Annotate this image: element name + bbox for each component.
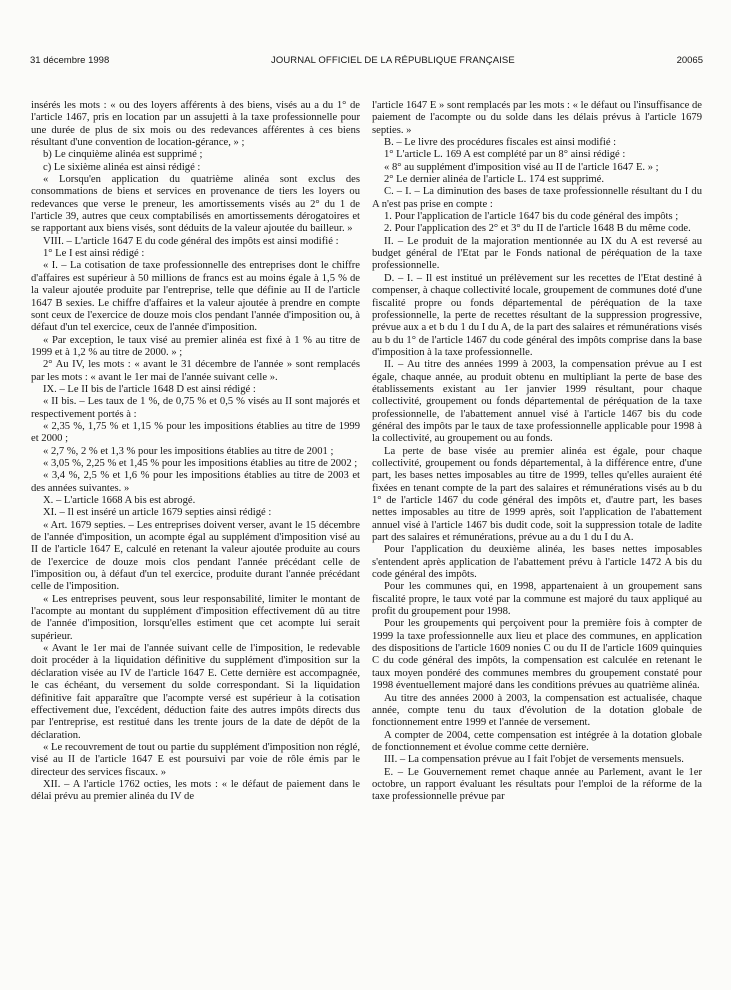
paragraph: 2° Le dernier alinéa de l'article L. 174 est supprimé. [384,174,604,186]
paragraph: Pour les communes qui, en 1998, appartenaient à un groupement sans fiscalité propre, le taux voté par la commune est majoré du taux appliqué au profit du groupement pour 1998. [372,581,702,618]
page-header [30,53,703,67]
paragraph: C. – I. – La diminution des bases de taxe professionnelle résultant du I du A n'est pas prise en compte : [372,186,702,210]
paragraph: Pour les groupements qui perçoivent pour la première fois à compter de 1999 la taxe professionnelle aux lieu et place des communes, en application des dispositions de l'article 1609 nonies C ou du II de l'article 1609 quinquies C du code général des impôts, la compensation est calculée en retenant le taux moyen pondéré des communes membres du groupement constaté pour 1998 éventuellement majoré dans les conditions prévues au quatrième alinéa. [372,618,702,692]
paragraph: « Par exception, le taux visé au premier alinéa est fixé à 1 % au titre de 1999 et à 1,2 % au titre de 2000. » ; [31,334,360,358]
paragraph: « Les entreprises peuvent, sous leur responsabilité, limiter le montant de l'acompte au montant du supplément d'imposition effectivement dû au titre de l'année d'imposition, lorsqu'elles estiment que cet acompte lui serait supérieur. [31,593,360,642]
paragraph: insérés les mots : « ou des loyers afférents à des biens, visés au a du 1° de l'article 1467, pris en location par un assujetti à la taxe professionnelle pour une durée de plus de six mois ou des redevances afférentes à ces biens résultant d'une convention de location-gérance, » ; [31,100,360,149]
paragraph: « Lorsqu'en application du quatrième alinéa sont exclus des consommations de biens et services en provenance de tiers les loyers ou redevances que verse le preneur, les amortissements visés au 2° du 1 de l'article 39, autres que ceux comptabilisés en amortissements dérogatoires et se rapportant aux biens visés, sont déduits de la valeur ajoutée du bailleur. » [31,174,360,235]
paragraph: « 2,35 %, 1,75 % et 1,15 % pour les impositions établies au titre de 1999 et 2000 ; [31,420,360,445]
paragraph: XI. – Il est inséré un article 1679 septies ainsi rédigé : [43,507,272,519]
paragraph: « Art. 1679 septies. – Les entreprises doivent verser, avant le 15 décembre de l'année d'imposition, un acompte égal au supplément d'imposition visé au II de l'article 1647 E, calculé en retenant la valeur ajoutée produite au cours de l'exercice de douze mois clos pendant l'année précédant celle de l'imposition ou, à défaut d'un tel exercice, produite durant l'année précédant celle de l'imposition. [31,519,360,593]
paragraph: B. – Le livre des procédures fiscales est ainsi modifié : [384,137,617,149]
paragraph: « 8° au supplément d'imposition visé au II de l'article 1647 E. » ; [384,161,659,173]
paragraph: 2° Au IV, les mots : « avant le 31 décembre de l'année » sont remplacés par les mots : « avant le 1er mai de l'année suivant celle ». [31,359,360,383]
header-journal-title: JOURNAL OFFICIEL DE LA RÉPUBLIQUE FRANÇAISE [271,54,515,66]
paragraph: III. – La compensation prévue au I fait l'objet de versements mensuels. [384,754,684,766]
paragraph: « 2,7 %, 2 % et 1,3 % pour les impositions établies au titre de 2001 ; [43,445,334,457]
paragraph: « I. – La cotisation de taxe professionnelle des entreprises dont le chiffre d'affaires est supérieur à 50 millions de francs est au moins égale à 1,5 % de la valeur ajoutée produite par l'entreprise, telle que définie au II de l'article 1647 B sexies. Le chiffre d'affaires et la valeur ajoutée à prendre en compte sont ceux de l'exercice de douze mois clos pendant l'année d'imposition ou, à défaut d'un tel exercice, ceux de l'année d'imposition. [31,260,360,334]
paragraph: IX. – Le II bis de l'article 1648 D est ainsi rédigé : [43,383,256,395]
paragraph: « Avant le 1er mai de l'année suivant celle de l'imposition, le redevable doit procéder à la liquidation définitive du supplément d'imposition sur la déclaration visée au IV de l'article 1647 E. Cette dernière est accompagnée, le cas échéant, du versement du solde correspondant. Si la liquidation définitive fait apparaître que l'acompte versé est supérieur à la cotisation effectivement due, l'excédent, déduction faite des autres impôts directs dus par l'entreprise, est restitué dans les trente jours de la date de dépôt de la déclaration. [31,643,360,741]
paragraph: c) Le sixième alinéa est ainsi rédigé : [43,161,201,173]
paragraph: b) Le cinquième alinéa est supprimé ; [43,149,203,161]
paragraph: La perte de base visée au premier alinéa est égale, pour chaque collectivité, groupement ou fonds départemental, à la différence entre, d'une part, les bases nettes imposables au titre de 1999, telles qu'elles auraient été fixées en tenant compte de la part des salaires et rémunérations visés au b du 1° de l'article 1467 du code général des impôts et, d'autre part, les bases nettes imposables au titre de 1999 après, soit l'application de l'abattement annuel visé à l'article 1467 bis dudit code, soit la suppression totale de ladite part des salaires et rémunérations, prévue au a du 1 du I du A. [372,445,702,544]
paragraph: 1° Le I est ainsi rédigé : [43,248,145,260]
right-column [372,100,702,982]
paragraph: l'article 1647 E » sont remplacés par les mots : « le défaut ou l'insuffisance de paiement de l'acompte ou du solde dans les délais prévus à l'article 1679 septies. » [372,100,702,136]
paragraph: X. – L'article 1668 A bis est abrogé. [43,495,196,506]
paragraph: 1° L'article L. 169 A est complété par un 8° ainsi rédigé : [384,149,626,161]
header-date: 31 décembre 1998 [30,54,110,66]
paragraph: 2. Pour l'application des 2° et 3° du II de l'article 1648 B du même code. [384,223,691,235]
paragraph: E. – Le Gouvernement remet chaque année au Parlement, avant le 1er octobre, un rapport évaluant les résultats pour l'emploi de la réforme de la taxe professionnelle prévue par [372,766,702,803]
paragraph: II. – Au titre des années 1999 à 2003, la compensation prévue au I est égale, chaque année, au produit obtenu en multipliant la perte de base des établissements existant au 1er janvier 1999 résultant, pour chaque collectivité, groupement ou fonds départemental de péréquation de la taxe professionnelle, de l'abattement annuel visé à l'article 1467 bis du code général des impôts par le taux de taxe professionnelle applicable pour 1998 à la collectivité, au groupement ou au fonds. [372,359,702,445]
paragraph: A compter de 2004, cette compensation est intégrée à la dotation globale de fonctionnement et évolue comme cette dernière. [372,729,702,753]
paragraph: II. – Le produit de la majoration mentionnée au IX du A est reversé au budget général de l'Etat par le Fonds national de péréquation de la taxe professionnelle. [372,235,702,272]
paragraph: « 3,05 %, 2,25 % et 1,45 % pour les impositions établies au titre de 2002 ; [43,457,358,469]
paragraph: D. – I. – Il est institué un prélèvement sur les recettes de l'Etat destiné à compenser, à chaque collectivité locale, groupement de communes doté d'une fiscalité propre ou fonds départemental de péréquation de la taxe professionnelle, la perte de recettes résultant de la suppression progressive, prévue aux a et b du 1 du I du A, de la part des salaires et rémunérations visés au b du 1° de l'article 1467 du code général des impôts comprise dans la base d'imposition à la taxe professionnelle. [372,272,702,358]
paragraph: 1. Pour l'application de l'article 1647 bis du code général des impôts ; [384,211,679,223]
paragraph: « Le recouvrement de tout ou partie du supplément d'imposition non réglé, visé au II de l'article 1647 E est poursuivi par voie de rôle émis par le directeur des services fiscaux. » [31,741,360,778]
paragraph: VIII. – L'article 1647 E du code général des impôts est ainsi modifié : [43,235,339,247]
paragraph: « II bis. – Les taux de 1 %, de 0,75 % et 0,5 % visés au II sont majorés et respectivement portés à : [31,396,360,420]
header-page-number: 20065 [676,54,703,66]
paragraph: « 3,4 %, 2,5 % et 1,6 % pour les impositions établies au titre de 2003 et des années suivantes. » [31,470,360,494]
paragraph: Au titre des années 2000 à 2003, la compensation est actualisée, chaque année, compte tenu du taux d'évolution de la dotation globale de fonctionnement entre 1999 et l'année de versement. [372,692,702,729]
paragraph: Pour l'application du deuxième alinéa, les bases nettes imposables s'entendent après application de l'abattement prévu à l'article 1472 A bis du code général des impôts. [372,544,702,581]
paragraph: XII. – A l'article 1762 octies, les mots : « le défaut de paiement dans le délai prévu au premier alinéa du IV de [31,778,360,803]
left-column [31,100,360,982]
